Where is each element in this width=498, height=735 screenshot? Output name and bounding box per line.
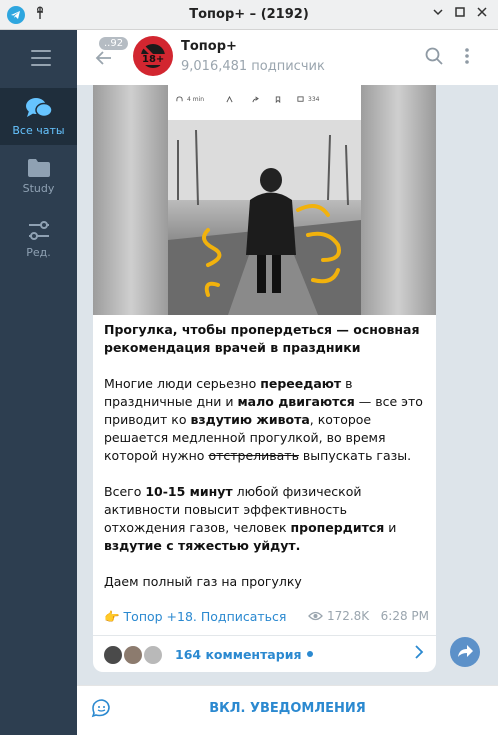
sidebar-item-label: Все чаты (12, 124, 65, 137)
sidebar-item-edit[interactable] (0, 220, 77, 270)
commenter-avatar (122, 644, 144, 666)
post-meta (308, 609, 429, 623)
chevron-down-icon (432, 6, 444, 18)
read-time: 4 min (187, 96, 205, 103)
sidebar-item-label: Ред. (26, 246, 51, 259)
sidebar-item-all-chats[interactable] (0, 88, 77, 145)
close-icon (476, 6, 488, 18)
avatar[interactable] (133, 36, 173, 76)
post-footer (104, 609, 429, 627)
post-title: Прогулка, чтобы пропердеться — основная рекомендация врачей в праздники (104, 322, 420, 355)
text-size-icon (226, 96, 233, 103)
post-time: 6:28 PM (380, 609, 429, 623)
commenter-avatar (102, 644, 124, 666)
enable-notifications-button[interactable]: ВКЛ. УВЕДОМЛЕНИЯ (209, 701, 366, 716)
chat-header (77, 30, 498, 85)
headphones-icon (176, 96, 183, 103)
unread-dot (307, 651, 313, 657)
subscriber-count: 9,016,481 подписчик (181, 59, 325, 74)
unread-badge: ..92 (99, 37, 128, 50)
comment-small-icon (297, 96, 304, 103)
commenter-avatar (142, 644, 164, 666)
avatar-age-label: 18+ (142, 54, 165, 65)
back-arrow-icon[interactable] (95, 48, 113, 72)
close-window-button[interactable] (474, 6, 490, 22)
bookmark-icon (275, 96, 281, 103)
hamburger-icon[interactable] (31, 50, 51, 71)
window-titlebar (0, 0, 498, 30)
view-count: 172.8K (326, 609, 370, 623)
folders-sidebar (0, 30, 77, 735)
post-paragraph-2: Всего 10-15 минут любой физической активности повысит эффективность отхождения газов, человек пропердится и вздутие с тяжестью уйдут. (104, 484, 397, 553)
channel-name[interactable]: Топор+ (181, 39, 237, 54)
minimize-button[interactable] (430, 6, 446, 22)
subscribe-link[interactable]: 👉 Топор +18. Подписаться (104, 609, 287, 624)
chat-area (77, 85, 498, 685)
sliders-icon (27, 220, 51, 242)
search-icon[interactable] (425, 47, 443, 69)
more-vertical-icon[interactable] (464, 47, 470, 69)
chevron-right-icon (414, 644, 424, 664)
bottom-bar (77, 685, 498, 735)
article-view-count: 334 (308, 96, 320, 103)
sidebar-item-study[interactable] (0, 158, 77, 208)
article-stats-bar (168, 85, 361, 120)
eye-icon (308, 611, 323, 621)
post-paragraph-1: Многие люди серьезно переедают в праздничные дни и мало двигаются — все это приводит ко вздутию живота, которое решается медленной прогулкой, во время которой нужно отстреливать выпускать газы. (104, 376, 423, 463)
maximize-icon (454, 6, 466, 18)
post-paragraph-3: Даем полный газ на прогулку (104, 574, 302, 589)
article-preview (168, 85, 361, 315)
comments-count-label: 164 комментария (175, 647, 313, 662)
walking-woman-photo (168, 120, 361, 315)
post-image[interactable] (93, 85, 436, 315)
comments-button[interactable] (93, 636, 436, 672)
sidebar-item-label: Study (22, 182, 55, 195)
forward-arrow-icon (450, 637, 480, 667)
maximize-button[interactable] (452, 6, 468, 22)
share-small-icon (252, 96, 259, 103)
post-text (104, 321, 429, 609)
channel-post (93, 85, 436, 672)
forward-button[interactable] (450, 637, 480, 667)
window-title: Топор+ – (2192) (189, 7, 309, 22)
chats-icon (25, 96, 53, 120)
folder-icon (27, 158, 51, 178)
